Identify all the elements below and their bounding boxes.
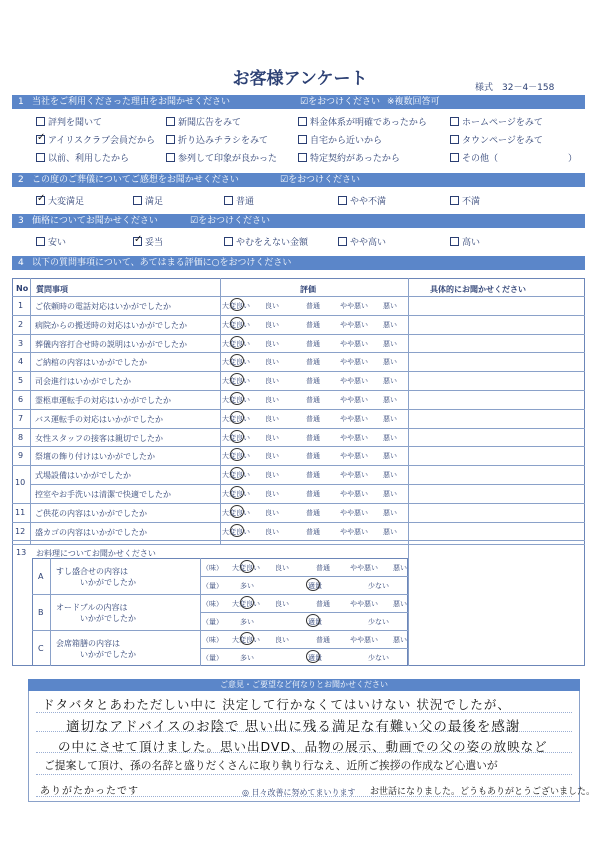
comment-header: ご意見・ご要望など何なりとお聞かせください (28, 679, 580, 691)
rating-option[interactable]: やや悪い (340, 471, 368, 480)
food-question: いかがでしたか (80, 578, 136, 587)
amount-rating-option[interactable]: 少ない (368, 618, 389, 626)
amount-label: （量） (202, 618, 223, 626)
question-text: 病院からの搬送時の対応はいかがでしたか (35, 320, 187, 330)
amount-rating-option[interactable]: 多い (240, 582, 254, 590)
impression-option[interactable]: ✓大変満足 (36, 194, 84, 207)
section2-question: この度のご葬儀についてご感想をお聞かせください (32, 175, 239, 185)
rating-option[interactable]: 普通 (306, 508, 320, 517)
rating-option[interactable]: 悪い (383, 339, 397, 348)
divider (12, 544, 585, 545)
question-text: 控室やお手洗いは清潔で快適でしたか (35, 490, 171, 499)
rating-option[interactable]: やや悪い (340, 339, 368, 348)
question-text: バス運転手の対応はいかがでしたか (35, 414, 163, 424)
section2-number: 2 (18, 175, 24, 185)
food-letter: A (38, 572, 44, 581)
question-number: 9 (18, 451, 24, 461)
rating-option[interactable]: 普通 (306, 527, 320, 536)
section1-multi-note: ※複数回答可 (387, 97, 440, 107)
checkbox-icon[interactable] (450, 135, 459, 144)
checkbox-icon[interactable] (36, 153, 45, 162)
rating-option[interactable]: 悪い (383, 490, 397, 498)
divider (12, 522, 585, 523)
reason-option-other[interactable]: その他（ (450, 151, 498, 164)
question-number: 2 (18, 319, 24, 329)
rating-option[interactable]: 良い (265, 471, 279, 480)
header-comment: 具体的にお聞かせください (430, 285, 526, 294)
checkbox-icon[interactable] (224, 196, 233, 205)
reason-option[interactable]: 参列して印象が良かった (166, 151, 277, 164)
rating-option[interactable]: 良い (265, 414, 279, 423)
rating-option[interactable]: 悪い (383, 471, 397, 480)
checkbox-icon[interactable] (450, 117, 459, 126)
selected-rating-circle (230, 524, 244, 537)
rating-option[interactable]: 良い (265, 302, 279, 310)
selected-rating-circle (240, 632, 254, 645)
amount-rating-option[interactable]: 多い (240, 654, 254, 662)
taste-label: （味） (202, 564, 223, 572)
checkbox-icon[interactable] (298, 117, 307, 126)
taste-rating-option[interactable]: 普通 (316, 600, 330, 608)
price-option[interactable]: 高い (450, 235, 480, 248)
question-text: 霊柩車運転手の対応はいかがでしたか (35, 396, 171, 405)
taste-rating-option[interactable]: 良い (275, 600, 289, 608)
section3-note: ☑をおつけください (190, 216, 270, 226)
amount-label: （量） (202, 654, 223, 662)
rating-option[interactable]: やや悪い (340, 320, 368, 329)
divider (220, 278, 221, 544)
selected-rating-circle (230, 392, 244, 405)
reason-option[interactable]: 料金体系が明確であったから (298, 115, 427, 128)
reason-option[interactable]: ホームページをみて (450, 115, 543, 128)
taste-rating-option[interactable]: やや悪い (350, 600, 378, 608)
section3-question: 価格についてお聞かせください (32, 216, 158, 226)
selected-rating-circle (230, 430, 244, 443)
rating-option[interactable]: 悪い (383, 320, 397, 329)
price-option[interactable]: やむをえない金額 (224, 235, 308, 248)
price-option[interactable]: 安い (36, 235, 66, 248)
reason-option[interactable]: タウンページをみて (450, 133, 543, 146)
divider (32, 630, 408, 631)
rating-option[interactable]: やや悪い (340, 358, 368, 367)
amount-rating-option[interactable]: 少ない (368, 654, 389, 662)
question-number: 5 (18, 376, 24, 386)
selected-rating-circle (306, 578, 320, 591)
checkbox-icon[interactable] (166, 117, 175, 126)
rating-option[interactable]: 普通 (306, 339, 320, 348)
question-number: 10 (15, 478, 26, 488)
rating-option[interactable]: 悪い (383, 433, 397, 442)
rating-option[interactable]: やや悪い (340, 508, 368, 517)
taste-rating-option[interactable]: 悪い (393, 636, 407, 644)
handwritten-comment-line: ドタバタとあわただしい中に 決定して行かなくてはいけない 状況でしたが、 (42, 697, 511, 712)
other-close-paren: ） (568, 154, 578, 164)
rating-option[interactable]: 悪い (383, 452, 397, 461)
ruled-line (36, 774, 572, 775)
rating-option[interactable]: 普通 (306, 320, 320, 329)
selected-rating-circle (230, 411, 244, 424)
divider (12, 296, 585, 297)
selected-rating-circle (230, 317, 244, 330)
impression-option[interactable]: 満足 (133, 194, 163, 207)
checkbox-icon[interactable] (36, 237, 45, 246)
rating-option[interactable]: 普通 (306, 433, 320, 442)
taste-rating-option[interactable]: 悪い (393, 600, 407, 608)
food-number: 13 (16, 548, 27, 557)
rating-option[interactable]: 普通 (306, 377, 320, 386)
rating-option[interactable]: 大変良い (222, 508, 250, 517)
impression-option[interactable]: 不満 (450, 194, 480, 207)
taste-rating-option[interactable]: 普通 (316, 636, 330, 644)
rating-option[interactable]: 大変良い (222, 339, 250, 348)
divider (30, 484, 585, 485)
divider (12, 540, 585, 541)
impression-option[interactable]: 普通 (224, 194, 254, 207)
taste-rating-option[interactable]: やや悪い (350, 636, 378, 644)
question-number: 11 (15, 507, 26, 517)
taste-rating-option[interactable]: 大変良い (232, 564, 260, 572)
rating-option[interactable]: 良い (265, 452, 279, 461)
selected-rating-circle (230, 298, 244, 311)
reason-option[interactable]: 特定契約があったから (298, 151, 400, 164)
food-question: オードブルの内容は (56, 603, 128, 612)
question-text: ご納棺の内容はいかがでしたか (35, 358, 147, 368)
question-text: 葬儀内容打合せ時の説明はいかがでしたか (35, 339, 187, 349)
selected-rating-circle (230, 505, 244, 518)
handwritten-comment-line: ご提案して頂け、孫の名辞と盛りだくさんに取り執り行なえ、近所ご挨拶の作成など心遣いが (44, 759, 498, 772)
rating-option[interactable]: 悪い (383, 414, 397, 423)
divider (12, 428, 585, 429)
divider (30, 278, 31, 544)
checkbox-icon[interactable] (224, 237, 233, 246)
reason-option[interactable]: 新聞広告をみて (166, 115, 241, 128)
question-text: 女性スタッフの接客は親切でしたか (35, 433, 163, 443)
rating-option[interactable]: 大変良い (222, 452, 250, 461)
form-number: 様式 32－4－158 (475, 83, 555, 93)
selected-rating-circle (240, 596, 254, 609)
handwritten-comment-line: ありがたかったです (40, 786, 139, 797)
impression-option[interactable]: やや不満 (338, 194, 386, 207)
divider (12, 503, 585, 504)
rating-option[interactable]: 悪い (383, 358, 397, 367)
rating-option[interactable]: 悪い (383, 396, 397, 404)
rating-option[interactable]: やや悪い (340, 452, 368, 461)
reason-option[interactable]: 自宅から近いから (298, 133, 382, 146)
question-text: ご依頼時の電話対応はいかがでしたか (35, 302, 171, 311)
rating-option[interactable]: 良い (265, 377, 279, 386)
checkbox-icon[interactable] (450, 153, 459, 162)
rating-option[interactable]: 普通 (306, 490, 320, 498)
question-number: 7 (18, 413, 24, 423)
rating-option[interactable]: 大変良い (222, 320, 250, 329)
reason-option[interactable]: 以前、利用したから (36, 151, 129, 164)
divider (200, 612, 408, 613)
checkbox-icon[interactable] (36, 117, 45, 126)
section1-bar (12, 95, 585, 109)
divider (50, 558, 51, 666)
section4-question: 以下の質問事項について、あてはまる評価に○をおつけください (32, 258, 292, 268)
rating-option[interactable]: 大変良い (222, 358, 250, 367)
rating-option[interactable]: 良い (265, 339, 279, 348)
rating-option[interactable]: 悪い (383, 377, 397, 386)
question-number: 3 (18, 338, 24, 348)
checkbox-icon[interactable] (450, 196, 459, 205)
rating-option[interactable]: 良い (265, 527, 279, 536)
food-letter: B (38, 608, 44, 617)
amount-rating-option[interactable]: 適量 (308, 582, 322, 590)
checkbox-checked-icon[interactable] (36, 135, 45, 144)
taste-rating-option[interactable]: やや悪い (350, 564, 378, 572)
taste-rating-option[interactable]: 悪い (393, 564, 407, 572)
question-number: 8 (18, 432, 24, 442)
section2-bar (12, 173, 585, 187)
rating-option[interactable]: やや悪い (340, 302, 368, 310)
question-text: 祭壇の飾り付けはいかがでしたか (35, 452, 155, 462)
header-no: No (16, 284, 29, 293)
food-question: いかがでしたか (80, 614, 136, 623)
selected-rating-circle (306, 650, 320, 663)
rating-option[interactable]: 普通 (306, 396, 320, 404)
checkbox-checked-icon[interactable] (36, 196, 45, 205)
question-number: 4 (18, 357, 24, 367)
selected-rating-circle (230, 336, 244, 349)
checkbox-checked-icon[interactable] (133, 237, 142, 246)
selected-rating-circle (240, 560, 254, 573)
checkbox-icon[interactable] (166, 153, 175, 162)
checkbox-icon[interactable] (338, 237, 347, 246)
survey-title: お客様アンケート (232, 69, 368, 89)
checkbox-icon[interactable] (450, 237, 459, 246)
rating-option[interactable]: 良い (265, 490, 279, 498)
header-rating: 評価 (300, 285, 316, 294)
rating-option[interactable]: 普通 (306, 302, 320, 310)
rating-option[interactable]: 大変良い (222, 490, 250, 498)
rating-option[interactable]: 大変良い (222, 377, 250, 386)
rating-option[interactable]: 普通 (306, 358, 320, 367)
question-number: 12 (15, 526, 26, 536)
selected-rating-circle (306, 614, 320, 627)
divider (12, 390, 585, 391)
divider (12, 371, 585, 372)
checkbox-icon[interactable] (166, 135, 175, 144)
question-text: 式場設備はいかがでしたか (35, 471, 131, 481)
divider (12, 352, 585, 353)
rating-option[interactable]: 良い (265, 433, 279, 442)
section3-bar (12, 214, 585, 228)
divider (32, 594, 408, 595)
rating-option[interactable]: やや悪い (340, 396, 368, 404)
rating-option[interactable]: 悪い (383, 527, 397, 536)
rating-option[interactable]: やや悪い (340, 414, 368, 423)
divider (12, 446, 585, 447)
reason-option[interactable]: 評判を聞いて (36, 115, 102, 128)
food-question: 会席箱膳の内容は (56, 639, 120, 648)
rating-option[interactable]: 大変良い (222, 302, 250, 310)
taste-rating-option[interactable]: 大変良い (232, 600, 260, 608)
checkbox-icon[interactable] (298, 153, 307, 162)
section1-note: ☑をおつけください (300, 97, 380, 107)
rating-option[interactable]: 大変良い (222, 414, 250, 423)
amount-rating-option[interactable]: 適量 (308, 654, 322, 662)
section1-question: 当社をご利用くださった理由をお聞かせください (32, 97, 231, 107)
section1-number: 1 (18, 97, 24, 107)
taste-label: （味） (202, 636, 223, 644)
food-title: お料理についてお聞かせください (36, 549, 156, 558)
reason-option[interactable]: ✓アイリスクラブ会員だから (36, 133, 155, 146)
section2-note: ☑をおつけください (280, 175, 360, 185)
question-number: 6 (18, 395, 24, 404)
taste-label: （味） (202, 600, 223, 608)
rating-option[interactable]: やや悪い (340, 490, 368, 498)
section4-bar (12, 256, 585, 270)
amount-label: （量） (202, 582, 223, 590)
divider (408, 278, 409, 666)
amount-rating-option[interactable]: 少ない (368, 582, 389, 590)
taste-rating-option[interactable]: 大変良い (232, 636, 260, 644)
rating-option[interactable]: やや悪い (340, 527, 368, 536)
divider (200, 648, 408, 649)
amount-rating-option[interactable]: 多い (240, 618, 254, 626)
selected-rating-circle (230, 486, 244, 499)
question-text: 盛カゴの内容はいかがでしたか (35, 527, 147, 537)
rating-option[interactable]: やや悪い (340, 377, 368, 386)
rating-option[interactable]: 普通 (306, 471, 320, 480)
handwritten-thanks: お世話になりました。どうもありがとうございました。 (370, 787, 596, 797)
rating-option[interactable]: 悪い (383, 508, 397, 517)
handwritten-comment-line: 適切なアドバイスのお陰で 思い出に残る満足な有難い父の最後を感謝 (66, 719, 521, 735)
rating-option[interactable]: 良い (265, 358, 279, 367)
food-question: すし盛合せの内容は (56, 567, 128, 576)
question-text: 司会進行はいかがでしたか (35, 377, 131, 387)
reason-option[interactable]: 折り込みチラシをみて (166, 133, 268, 146)
rating-option[interactable]: 大変良い (222, 471, 250, 480)
divider (12, 409, 585, 410)
price-option[interactable]: ✓ 妥当 (133, 235, 163, 248)
price-option[interactable]: やや高い (338, 235, 386, 248)
taste-rating-option[interactable]: 良い (275, 636, 289, 644)
rating-option[interactable]: 悪い (383, 302, 397, 310)
rating-option[interactable]: 良い (265, 320, 279, 329)
rating-option[interactable]: 大変良い (222, 396, 250, 404)
question-text: ご供花の内容はいかがでしたか (35, 508, 147, 518)
section3-number: 3 (18, 216, 24, 226)
divider (12, 334, 585, 335)
header-item: 質問事項 (36, 285, 68, 294)
handwritten-comment-line: の中にさせて頂けました。思い出DVD、品物の展示、動画での父の姿の放映など (58, 739, 548, 754)
divider (12, 315, 585, 316)
divider (12, 465, 585, 466)
divider (200, 576, 408, 577)
rating-option[interactable]: やや悪い (340, 433, 368, 442)
rating-option[interactable]: 大変良い (222, 433, 250, 442)
question-number: 1 (18, 301, 24, 310)
checkbox-icon[interactable] (338, 196, 347, 205)
section4-number: 4 (18, 258, 24, 268)
food-letter: C (38, 644, 44, 653)
checkbox-icon[interactable] (133, 196, 142, 205)
rating-option[interactable]: 普通 (306, 452, 320, 461)
taste-rating-option[interactable]: 良い (275, 564, 289, 572)
checkbox-icon[interactable] (298, 135, 307, 144)
rating-option[interactable]: 大変良い (222, 527, 250, 536)
taste-rating-option[interactable]: 普通 (316, 564, 330, 572)
rating-option[interactable]: 普通 (306, 414, 320, 423)
food-question: いかがでしたか (80, 650, 136, 659)
improvement-note: ◎ 日々改善に努めてまいります (242, 788, 356, 797)
rating-option[interactable]: 良い (265, 508, 279, 517)
amount-rating-option[interactable]: 適量 (308, 618, 322, 626)
rating-option[interactable]: 良い (265, 396, 279, 404)
